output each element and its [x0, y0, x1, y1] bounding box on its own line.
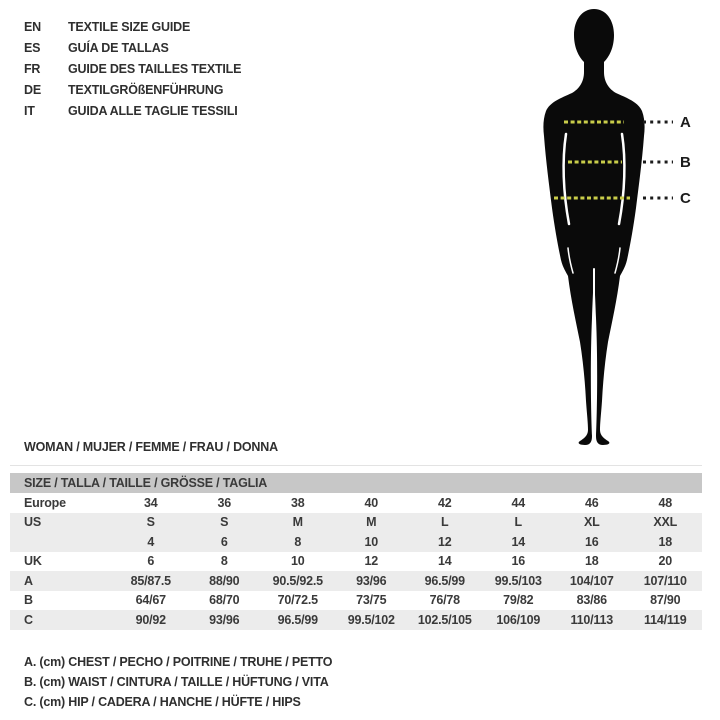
size-cell: M — [366, 515, 377, 530]
table-top-divider — [10, 465, 702, 466]
size-cell: 68/70 — [209, 593, 240, 608]
size-cell: XXL — [653, 515, 678, 530]
size-cell: 85/87.5 — [130, 573, 171, 588]
size-cell: 70/72.5 — [277, 593, 318, 608]
language-row — [24, 37, 241, 58]
size-cell: L — [514, 515, 522, 530]
language-code: DE — [24, 82, 41, 97]
legend-row-hip: C. (cm) HIP / CADERA / HANCHE / HÜFTE / HIPS — [24, 695, 301, 709]
size-cell: 107/110 — [643, 573, 687, 588]
size-cell: 8 — [294, 534, 302, 549]
size-cell: 8 — [220, 554, 228, 569]
table-row — [10, 513, 702, 533]
language-label: TEXTILE SIZE GUIDE — [68, 19, 191, 34]
row-label: A — [24, 573, 33, 588]
size-cell: XL — [583, 515, 600, 530]
size-cell: 110/113 — [570, 612, 613, 627]
row-label: B — [24, 593, 33, 608]
size-cell: 10 — [364, 534, 378, 549]
row-label: US — [24, 515, 41, 530]
size-cell: 16 — [511, 554, 525, 569]
size-cell: 88/90 — [209, 573, 240, 588]
language-code: FR — [24, 61, 41, 76]
language-label: GUÍA DE TALLAS — [68, 40, 169, 55]
size-cell: 73/75 — [356, 593, 387, 608]
size-cell: 12 — [437, 534, 452, 549]
size-cell: 12 — [364, 554, 378, 569]
row-label: C — [24, 612, 33, 627]
size-cell: 6 — [147, 554, 155, 569]
size-cell: 4 — [147, 534, 155, 549]
row-label: Europe — [24, 495, 66, 510]
size-cell: 20 — [658, 554, 672, 569]
language-row — [24, 79, 241, 100]
size-cell: 10 — [290, 554, 305, 569]
size-cell: L — [441, 515, 449, 530]
table-row — [10, 532, 702, 552]
size-cell: 93/96 — [209, 612, 240, 627]
size-cell: 14 — [511, 534, 525, 549]
table-row — [10, 591, 702, 611]
size-cell: 16 — [584, 534, 599, 549]
size-cell: 96.5/99 — [277, 612, 318, 627]
table-row — [10, 610, 702, 630]
language-label: GUIDE DES TAILLES TEXTILE — [68, 61, 242, 76]
size-cell: S — [220, 515, 229, 530]
size-cell: 14 — [437, 554, 452, 569]
table-row — [10, 552, 702, 572]
size-table — [10, 473, 702, 630]
size-cell: 83/86 — [576, 593, 607, 608]
size-cell: S — [146, 515, 155, 530]
language-row — [24, 16, 241, 37]
size-cell: 40 — [364, 495, 378, 510]
size-cell: 46 — [584, 495, 599, 510]
language-code: EN — [24, 19, 41, 34]
table-row — [10, 571, 702, 591]
size-cell: 76/78 — [429, 593, 460, 608]
size-cell: 18 — [584, 554, 599, 569]
language-row — [24, 100, 241, 121]
measure-label-c: C — [680, 190, 691, 207]
size-cell: 106/109 — [496, 612, 541, 627]
size-cell: 90.5/92.5 — [272, 573, 323, 588]
size-cell: 38 — [290, 495, 305, 510]
size-cell: 102.5/105 — [417, 612, 472, 627]
language-row — [24, 58, 241, 79]
size-cell: 104/107 — [569, 573, 614, 588]
size-cell: 99.5/103 — [494, 573, 542, 588]
size-cell: 6 — [220, 534, 228, 549]
size-cell: 44 — [511, 495, 525, 510]
size-cell: 114/119 — [644, 612, 687, 627]
row-label: UK — [24, 554, 42, 569]
size-cell: 48 — [658, 495, 672, 510]
size-cell: 90/92 — [135, 612, 166, 627]
size-cell: 99.5/102 — [347, 612, 395, 627]
size-cell: 36 — [217, 495, 231, 510]
legend-row-waist: B. (cm) WAIST / CINTURA / TAILLE / HÜFTUNG / VITA — [24, 675, 329, 689]
table-row — [10, 493, 702, 513]
legend-row-chest: A. (cm) CHEST / PECHO / POITRINE / TRUHE / PETTO — [24, 655, 333, 669]
measure-label-a: A — [680, 114, 691, 131]
size-cell: 96.5/99 — [424, 573, 465, 588]
size-table-body — [10, 493, 702, 630]
size-cell: 93/96 — [356, 573, 387, 588]
language-code: IT — [24, 103, 35, 118]
size-figure — [510, 2, 710, 450]
language-label: GUIDA ALLE TAGLIE TESSILI — [68, 103, 238, 118]
size-cell: 64/67 — [135, 593, 166, 608]
language-code: ES — [24, 40, 41, 55]
size-cell: 87/90 — [650, 593, 681, 608]
size-cell: 34 — [143, 495, 158, 510]
size-table-header: SIZE / TALLA / TAILLE / GRÖSSE / TAGLIA — [10, 473, 702, 493]
language-list — [24, 16, 241, 121]
size-cell: M — [292, 515, 303, 530]
measurement-legend — [24, 652, 332, 712]
section-title: WOMAN / MUJER / FEMME / FRAU / DONNA — [24, 440, 278, 454]
woman-silhouette-svg — [510, 2, 710, 450]
language-label: TEXTILGRÖßENFÜHRUNG — [68, 82, 224, 97]
size-cell: 79/82 — [503, 593, 534, 608]
size-cell: 18 — [658, 534, 672, 549]
size-cell: 42 — [437, 495, 452, 510]
measure-label-b: B — [680, 154, 691, 171]
